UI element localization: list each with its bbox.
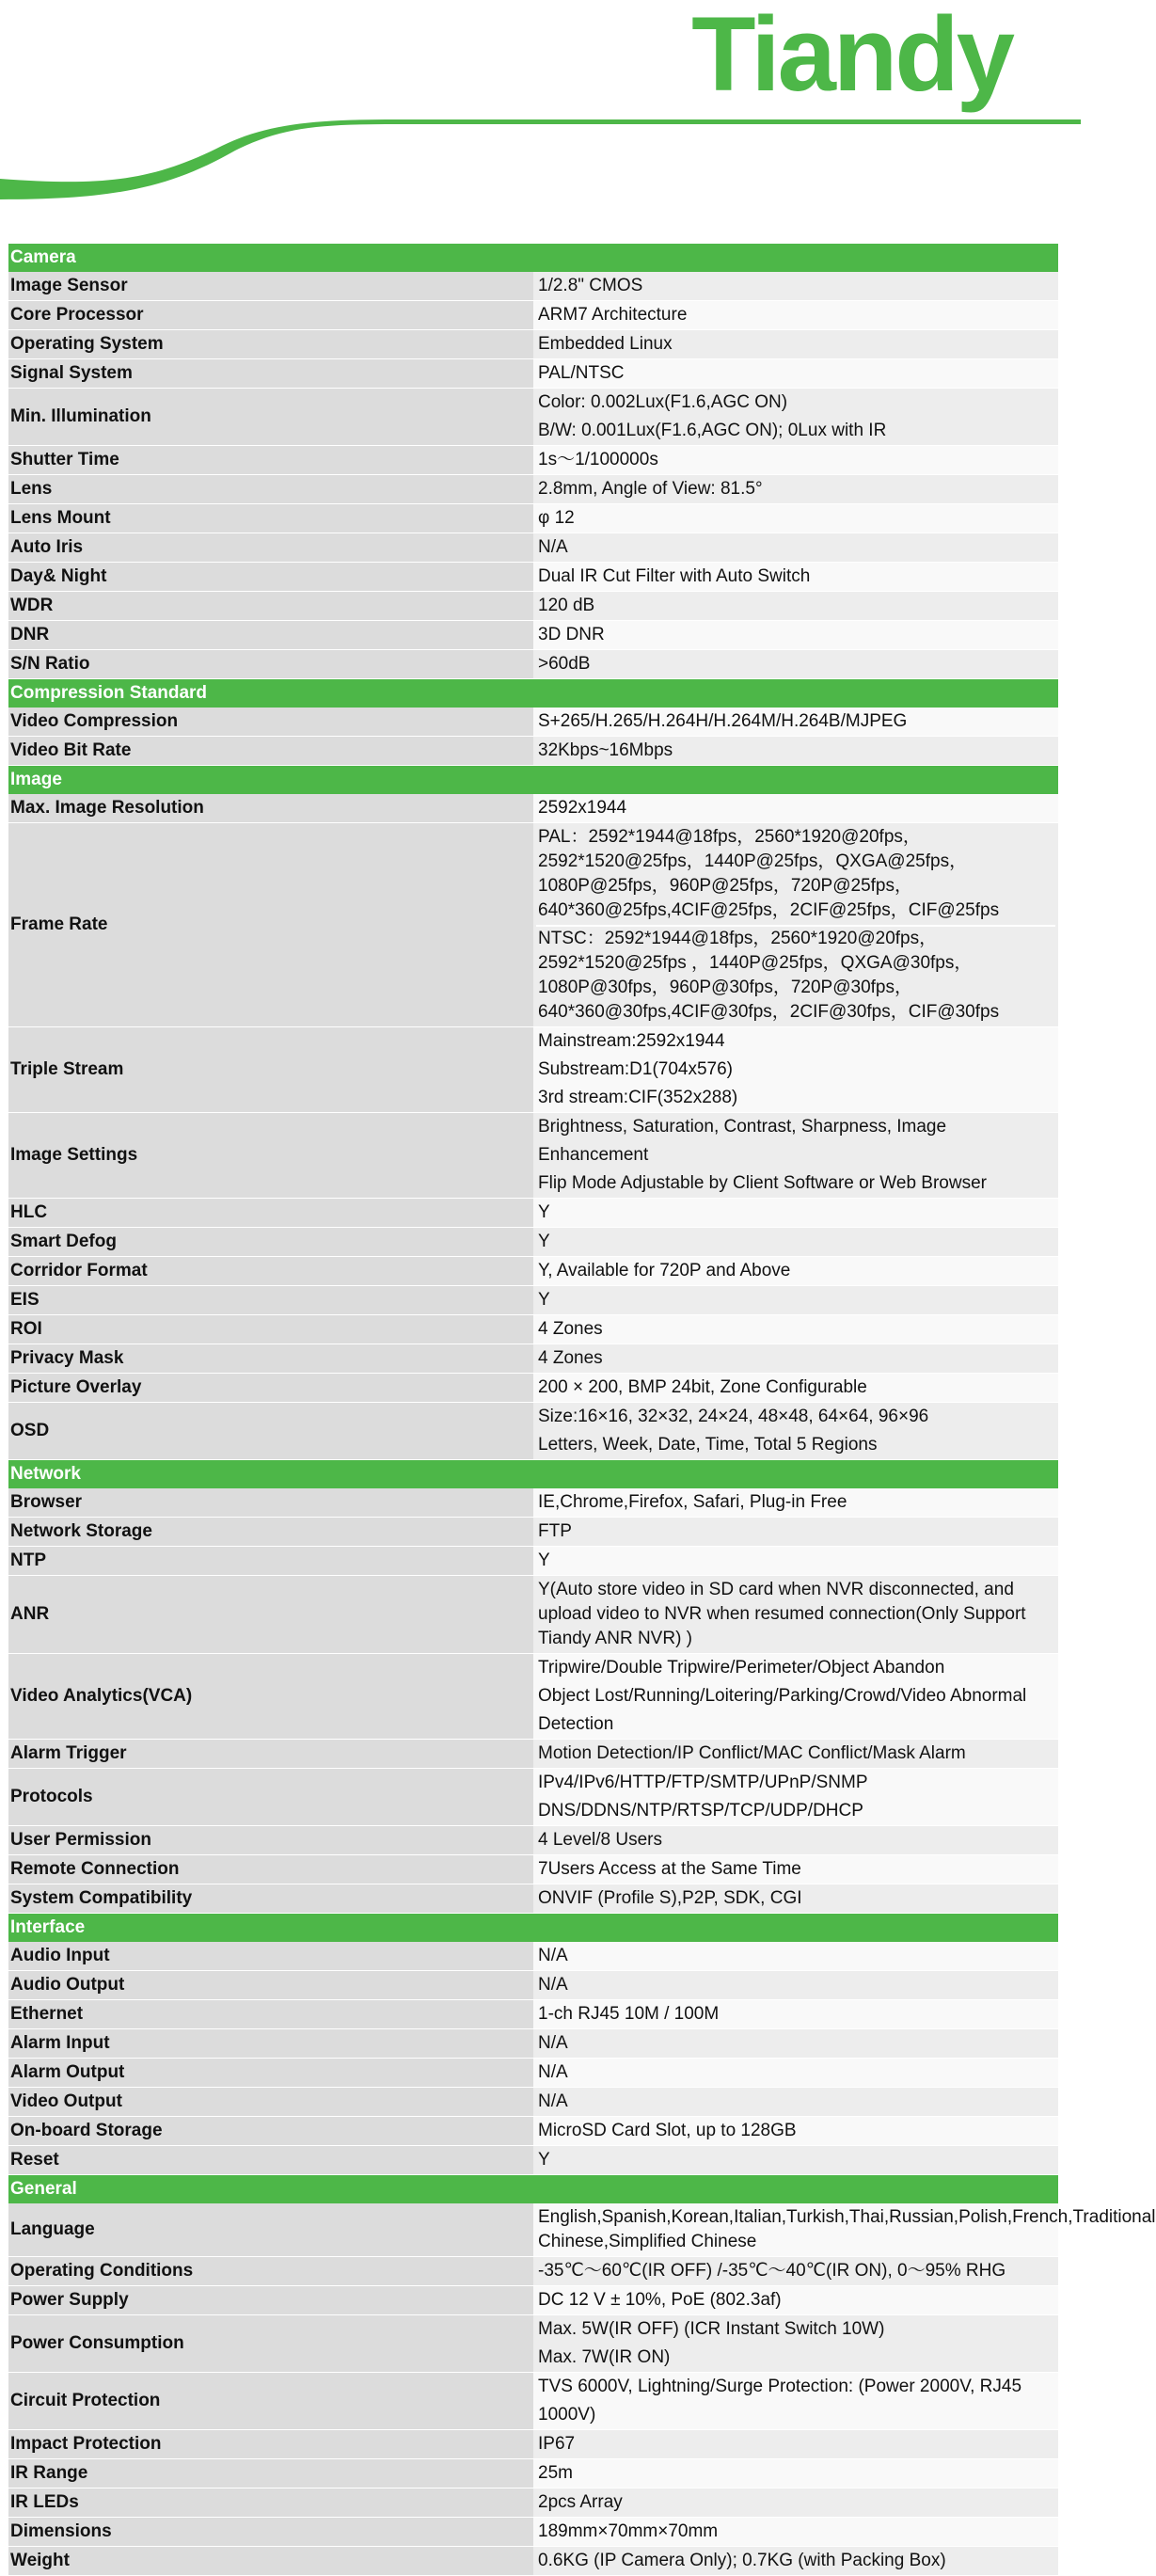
spec-row (8, 1488, 1058, 1518)
spec-value-paragraph: NTSC：2592*1944@18fps，2560*1920@20fps，2592*1520@25fps ，1440P@25fps，QXGA@30fps，1080P@30fps，960P@30fps，720P@30fps，640*360@30fps,4CIF@30fps，2CIF@30fps，CIF@30fps (536, 925, 1055, 1025)
spec-label: Network Storage (8, 1518, 533, 1547)
spec-value (533, 1228, 1058, 1257)
spec-label: Corridor Format (8, 1257, 533, 1286)
spec-row (8, 2459, 1058, 2489)
spec-value (533, 1547, 1058, 1576)
spec-label: OSD (8, 1403, 533, 1460)
spec-label: Privacy Mask (8, 1344, 533, 1374)
spec-value-line: Flip Mode Adjustable by Client Software or Web Browser (538, 1173, 987, 1193)
spec-row (8, 1257, 1058, 1286)
spec-value (533, 2257, 1058, 2286)
spec-row (8, 2430, 1058, 2459)
spec-value (533, 389, 1058, 446)
spec-label: Signal System (8, 359, 533, 389)
section-title: Network (8, 1460, 1058, 1489)
spec-value (533, 1518, 1058, 1547)
spec-value-text: DC 12 V ± 10%, PoE (802.3af) (538, 2290, 782, 2310)
spec-value (533, 708, 1058, 737)
spec-row (8, 1228, 1058, 1257)
spec-value-text: Y, Available for 720P and Above (538, 1261, 791, 1280)
spec-label: Browser (8, 1488, 533, 1518)
spec-row (8, 2146, 1058, 2175)
spec-value-text: 189mm×70mm×70mm (538, 2521, 719, 2541)
spec-label: Remote Connection (8, 1855, 533, 1884)
spec-row (8, 2518, 1058, 2547)
spec-row (8, 1315, 1058, 1344)
spec-value-text: PAL/NTSC (538, 363, 625, 383)
spec-value-text: 4 Level/8 Users (538, 1830, 663, 1850)
spec-row (8, 1027, 1058, 1113)
spec-value (533, 2000, 1058, 2029)
spec-value (533, 272, 1058, 301)
spec-value (533, 1344, 1058, 1374)
spec-row (8, 2547, 1058, 2576)
spec-value-line: Mainstream:2592x1944 (538, 1031, 725, 1051)
spec-value (533, 1286, 1058, 1315)
section-title: Compression Standard (8, 679, 1058, 708)
spec-value-text: 25m (538, 2463, 573, 2483)
spec-value (533, 2146, 1058, 2175)
spec-label: Audio Input (8, 1942, 533, 1971)
spec-value-line: B/W: 0.001Lux(F1.6,AGC ON); 0Lux with IR (538, 421, 887, 440)
spec-label: Reset (8, 2146, 533, 2175)
spec-label: Auto Iris (8, 533, 533, 563)
spec-label: Video Bit Rate (8, 737, 533, 766)
spec-row (8, 2257, 1058, 2286)
spec-row (8, 1199, 1058, 1228)
spec-value-line: Object Lost/Running/Loitering/Parking/Crowd/Video Abnormal Detection (538, 1686, 1027, 1734)
spec-label: Power Supply (8, 2286, 533, 2315)
spec-value-text: FTP (538, 1521, 572, 1541)
spec-value (533, 533, 1058, 563)
spec-label: WDR (8, 592, 533, 621)
spec-value-text: TVS 6000V, Lightning/Surge Protection: (Power 2000V, RJ45 1000V) (538, 2377, 1022, 2425)
spec-value-text: Y (538, 1232, 550, 1251)
spec-label: Core Processor (8, 301, 533, 330)
spec-value-text: 4 Zones (538, 1348, 603, 1368)
spec-row (8, 708, 1058, 737)
spec-value (533, 1740, 1058, 1769)
spec-value (533, 2489, 1058, 2518)
spec-row (8, 301, 1058, 330)
spec-label: Lens (8, 475, 533, 504)
spec-value-text: IE,Chrome,Firefox, Safari, Plug-in Free (538, 1492, 847, 1512)
spec-value-text: S+265/H.265/H.264H/H.264M/H.264B/MJPEG (538, 711, 908, 731)
spec-value (533, 504, 1058, 533)
spec-value (533, 301, 1058, 330)
spec-value-text: N/A (538, 1975, 568, 1995)
spec-row (8, 330, 1058, 359)
page-header (0, 0, 1081, 235)
spec-value-text: 3D DNR (538, 625, 605, 644)
spec-row (8, 359, 1058, 389)
spec-label: User Permission (8, 1826, 533, 1855)
spec-value-line: IPv4/IPv6/HTTP/FTP/SMTP/UPnP/SNMP (538, 1773, 868, 1792)
spec-value-line: Letters, Week, Date, Time, Total 5 Regions (538, 1435, 878, 1455)
spec-row (8, 2059, 1058, 2088)
spec-label: Frame Rate (8, 823, 533, 1027)
spec-value (533, 1257, 1058, 1286)
spec-value-text: Y (538, 2150, 550, 2170)
spec-value-text: 2592x1944 (538, 798, 627, 818)
spec-value-line: Size:16×16, 32×32, 24×24, 48×48, 64×64, 96×96 (538, 1407, 929, 1426)
spec-row (8, 2088, 1058, 2117)
spec-value-text: 32Kbps~16Mbps (538, 740, 673, 760)
spec-value (533, 1884, 1058, 1914)
spec-value (533, 1027, 1058, 1113)
spec-value-text: Y (538, 1550, 550, 1570)
spec-value-line: Tripwire/Double Tripwire/Perimeter/Object Abandon (538, 1658, 945, 1678)
spec-row (8, 1286, 1058, 1315)
spec-label: Protocols (8, 1769, 533, 1826)
spec-value (533, 1855, 1058, 1884)
spec-table (8, 244, 1156, 2576)
spec-row (8, 2203, 1058, 2257)
spec-value (533, 1971, 1058, 2000)
spec-row (8, 621, 1058, 650)
spec-value-line: Color: 0.002Lux(F1.6,AGC ON) (538, 392, 788, 412)
spec-value (533, 1654, 1058, 1740)
spec-label: Operating Conditions (8, 2257, 533, 2286)
brand-logo: Tiandy (691, 0, 1012, 113)
section-header (8, 1460, 1058, 1489)
spec-value (533, 2059, 1058, 2088)
spec-value (533, 1942, 1058, 1971)
spec-row (8, 1374, 1058, 1403)
spec-value (533, 2117, 1058, 2146)
spec-row (8, 2489, 1058, 2518)
spec-label: NTP (8, 1547, 533, 1576)
spec-value-text: -35℃～60℃(IR OFF) /-35℃～40℃(IR ON), 0～95% RHG (538, 2261, 1006, 2281)
spec-value-line: Substream:D1(704x576) (538, 1059, 733, 1079)
spec-row (8, 504, 1058, 533)
spec-label: Ethernet (8, 2000, 533, 2029)
spec-value-text: ARM7 Architecture (538, 305, 688, 325)
spec-row (8, 2286, 1058, 2315)
spec-row (8, 446, 1058, 475)
spec-row (8, 592, 1058, 621)
spec-value-line: Max. 7W(IR ON) (538, 2347, 671, 2367)
spec-row (8, 2029, 1058, 2059)
spec-row (8, 1518, 1058, 1547)
spec-row (8, 650, 1058, 679)
spec-row (8, 1740, 1058, 1769)
spec-value-text: N/A (538, 537, 568, 557)
spec-row (8, 389, 1058, 446)
section-header (8, 766, 1058, 795)
spec-label: Alarm Trigger (8, 1740, 533, 1769)
spec-value-text: 2pcs Array (538, 2492, 623, 2512)
spec-value-text: MicroSD Card Slot, up to 128GB (538, 2121, 797, 2140)
spec-value (533, 1403, 1058, 1460)
spec-value-text: 2.8mm, Angle of View: 81.5° (538, 479, 763, 499)
spec-label: Alarm Input (8, 2029, 533, 2059)
spec-value-line: Max. 5W(IR OFF) (ICR Instant Switch 10W) (538, 2319, 885, 2339)
spec-value (533, 2430, 1058, 2459)
spec-label: S/N Ratio (8, 650, 533, 679)
spec-value-text: 4 Zones (538, 1319, 603, 1339)
spec-value-text: 1/2.8" CMOS (538, 276, 643, 295)
spec-label: Max. Image Resolution (8, 794, 533, 823)
spec-value (533, 475, 1058, 504)
section-header (8, 244, 1058, 272)
spec-label: System Compatibility (8, 1884, 533, 1914)
spec-value-text: N/A (538, 1946, 568, 1965)
spec-value-text: φ 12 (538, 508, 575, 528)
spec-label: Triple Stream (8, 1027, 533, 1113)
spec-row (8, 2000, 1058, 2029)
spec-label: Alarm Output (8, 2059, 533, 2088)
spec-row (8, 2315, 1058, 2373)
spec-value (533, 737, 1058, 766)
spec-row (8, 1547, 1058, 1576)
spec-label: Lens Mount (8, 504, 533, 533)
spec-label: Impact Protection (8, 2430, 533, 2459)
spec-row (8, 563, 1058, 592)
spec-value (533, 2286, 1058, 2315)
spec-value-text: Y (538, 1290, 550, 1310)
spec-value-text: N/A (538, 2062, 568, 2082)
spec-value-paragraph: English,Spanish,Korean,Italian,Turkish,Thai,Russian,Polish,French,Traditional Chinese,Simplified Chinese (538, 2207, 1156, 2251)
section-header (8, 2175, 1058, 2204)
spec-row (8, 272, 1058, 301)
spec-label: Dimensions (8, 2518, 533, 2547)
spec-row (8, 737, 1058, 766)
spec-value (533, 2373, 1058, 2430)
spec-value (533, 2203, 1156, 2257)
spec-value-text: 120 dB (538, 596, 595, 615)
spec-value-line: 3rd stream:CIF(352x288) (538, 1088, 738, 1107)
spec-value-line: DNS/DDNS/NTP/RTSP/TCP/UDP/DHCP (538, 1801, 863, 1821)
spec-value (533, 2315, 1058, 2373)
spec-row (8, 2117, 1058, 2146)
section-title: General (8, 2175, 1058, 2204)
spec-value-paragraph: Y(Auto store video in SD card when NVR disconnected, and upload video to NVR when resumed connection(Only Support Tiandy ANR NVR) ) (538, 1580, 1026, 1648)
spec-label: ANR (8, 1576, 533, 1654)
spec-row (8, 1113, 1058, 1199)
spec-row (8, 1654, 1058, 1740)
spec-value (533, 1315, 1058, 1344)
spec-value-text: 1s～1/100000s (538, 450, 658, 469)
section-title: Interface (8, 1914, 1058, 1943)
spec-value (533, 563, 1058, 592)
spec-value-text: N/A (538, 2033, 568, 2053)
spec-value (533, 330, 1058, 359)
section-header (8, 1914, 1058, 1943)
spec-value-paragraph: PAL：2592*1944@18fps，2560*1920@20fps，2592*1520@25fps，1440P@25fps，QXGA@25fps，1080P@25fps，960P@25fps，720P@25fps，640*360@25fps,4CIF@25fps，2CIF@25fps，CIF@25fps (538, 827, 1000, 920)
spec-value-text: >60dB (538, 654, 591, 674)
spec-value-text: 1-ch RJ45 10M / 100M (538, 2004, 720, 2024)
spec-label: IR LEDs (8, 2489, 533, 2518)
spec-row (8, 1971, 1058, 2000)
spec-value (533, 359, 1058, 389)
spec-row (8, 823, 1058, 1027)
spec-value (533, 650, 1058, 679)
section-header (8, 679, 1058, 708)
spec-label: Video Output (8, 2088, 533, 2117)
spec-value (533, 1374, 1058, 1403)
spec-label: Min. Illumination (8, 389, 533, 446)
spec-label: Circuit Protection (8, 2373, 533, 2430)
spec-label: Video Compression (8, 708, 533, 737)
spec-label: On-board Storage (8, 2117, 533, 2146)
spec-value (533, 1769, 1058, 1826)
section-title: Camera (8, 244, 1058, 272)
spec-row (8, 1826, 1058, 1855)
spec-label: Weight (8, 2547, 533, 2576)
spec-value (533, 1488, 1058, 1518)
spec-label: Audio Output (8, 1971, 533, 2000)
spec-label: DNR (8, 621, 533, 650)
spec-value-text: Embedded Linux (538, 334, 673, 354)
spec-row (8, 1344, 1058, 1374)
spec-value (533, 2088, 1058, 2117)
spec-row (8, 1769, 1058, 1826)
spec-value-text: N/A (538, 2091, 568, 2111)
spec-row (8, 1884, 1058, 1914)
spec-value (533, 1199, 1058, 1228)
spec-value (533, 794, 1058, 823)
spec-label: HLC (8, 1199, 533, 1228)
spec-label: EIS (8, 1286, 533, 1315)
spec-row (8, 2373, 1058, 2430)
spec-label: Shutter Time (8, 446, 533, 475)
spec-row (8, 1576, 1058, 1654)
spec-label: Image Settings (8, 1113, 533, 1199)
spec-value-text: 0.6KG (IP Camera Only); 0.7KG (with Packing Box) (538, 2551, 946, 2570)
spec-value-text: 200 × 200, BMP 24bit, Zone Configurable (538, 1377, 867, 1397)
spec-value (533, 1826, 1058, 1855)
spec-label: Power Consumption (8, 2315, 533, 2373)
spec-row (8, 1942, 1058, 1971)
spec-value (533, 2518, 1058, 2547)
spec-row (8, 1403, 1058, 1460)
spec-value-text: ONVIF (Profile S),P2P, SDK, CGI (538, 1888, 802, 1908)
spec-label: Day& Night (8, 563, 533, 592)
spec-label: Picture Overlay (8, 1374, 533, 1403)
spec-value (533, 2459, 1058, 2489)
spec-value (533, 1113, 1058, 1199)
spec-value (533, 592, 1058, 621)
spec-row (8, 1855, 1058, 1884)
spec-value-text: Motion Detection/IP Conflict/MAC Conflict/Mask Alarm (538, 1743, 966, 1763)
spec-value (533, 2547, 1058, 2576)
spec-value-text: Y (538, 1202, 550, 1222)
spec-label: ROI (8, 1315, 533, 1344)
spec-row (8, 533, 1058, 563)
spec-value (533, 2029, 1058, 2059)
spec-value-text: 7Users Access at the Same Time (538, 1859, 801, 1879)
spec-row (8, 475, 1058, 504)
spec-label: Operating System (8, 330, 533, 359)
spec-row (8, 794, 1058, 823)
spec-label: Image Sensor (8, 272, 533, 301)
section-title: Image (8, 766, 1058, 795)
spec-label: Language (8, 2203, 533, 2257)
spec-label: Smart Defog (8, 1228, 533, 1257)
spec-label: IR Range (8, 2459, 533, 2489)
spec-value (533, 823, 1058, 1027)
spec-value (533, 446, 1058, 475)
spec-value-text: Dual IR Cut Filter with Auto Switch (538, 566, 811, 586)
spec-value-text: IP67 (538, 2434, 576, 2454)
spec-label: Video Analytics(VCA) (8, 1654, 533, 1740)
spec-value (533, 621, 1058, 650)
spec-value (533, 1576, 1058, 1654)
spec-value-line: Brightness, Saturation, Contrast, Sharpness, Image Enhancement (538, 1117, 947, 1165)
